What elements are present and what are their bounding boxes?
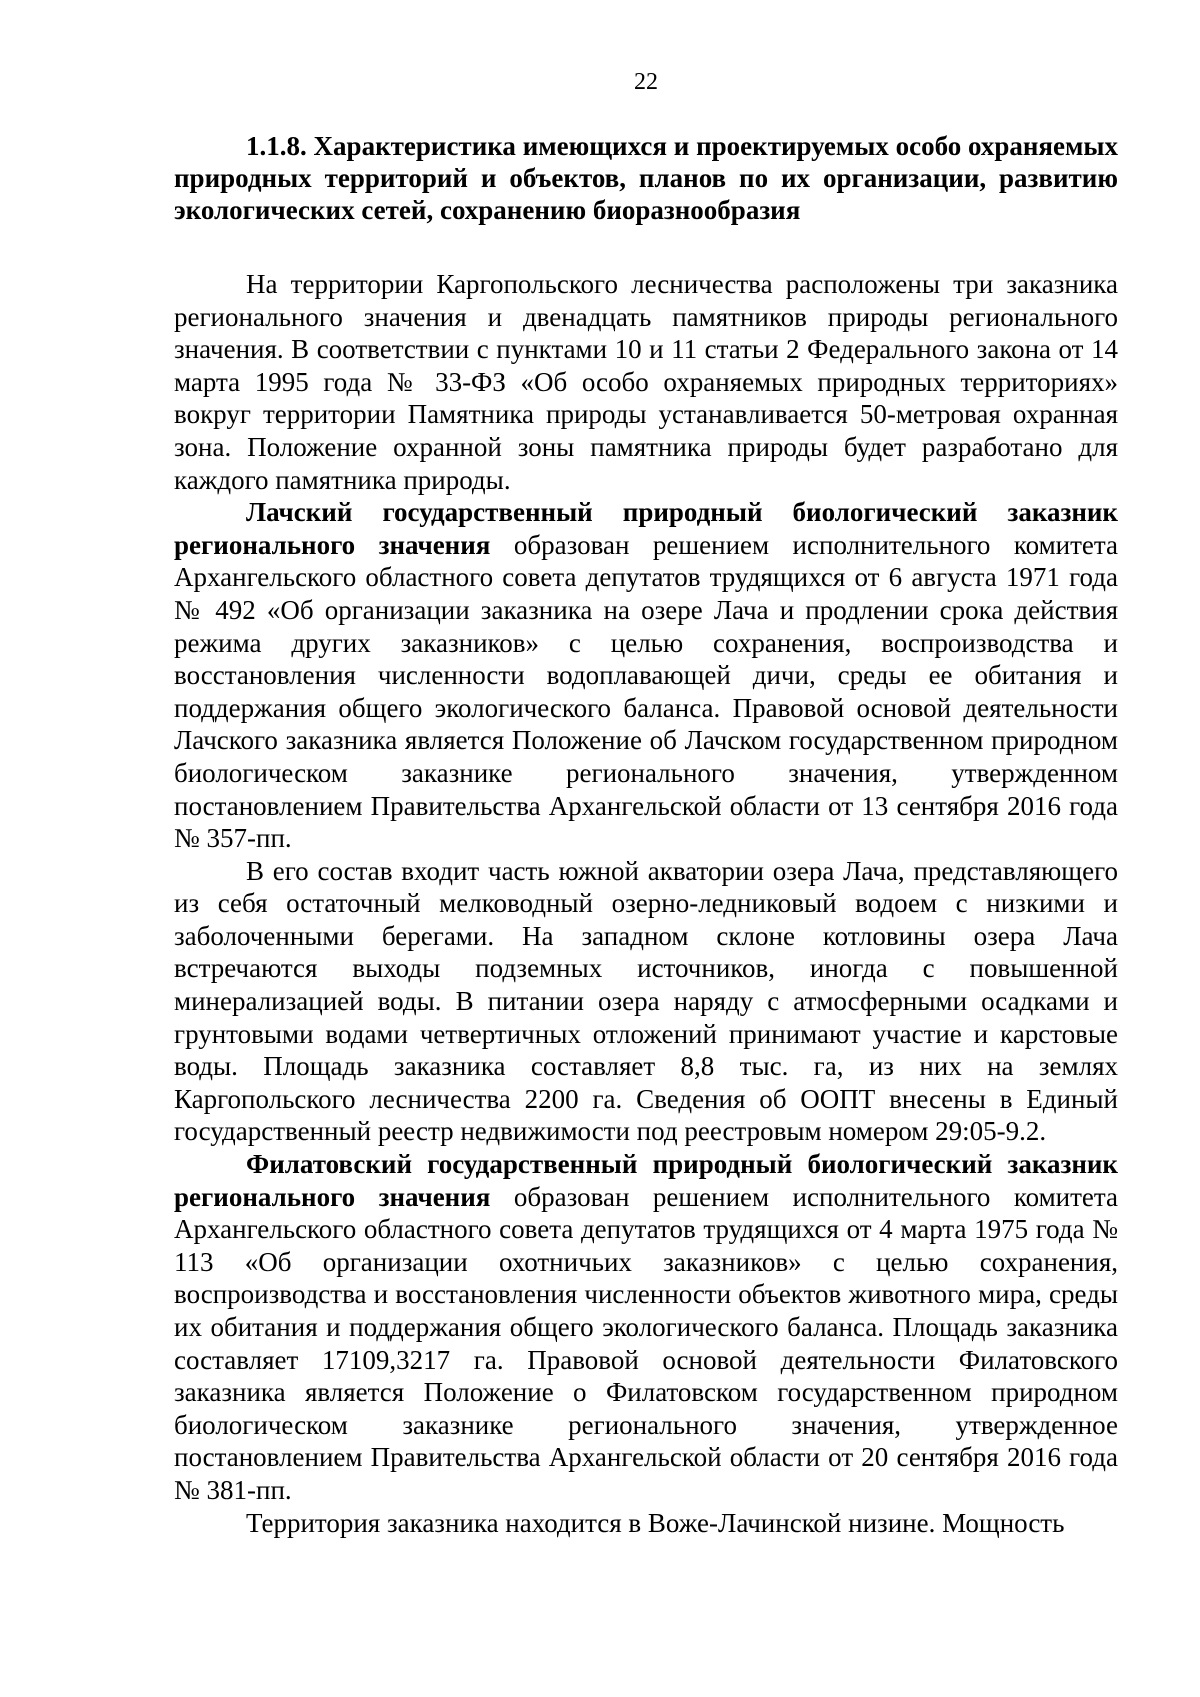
page-number: 22 <box>634 69 658 95</box>
paragraph-text: Территория заказника находится в Воже-Лачинской низине. Мощность <box>246 1507 1065 1538</box>
paragraph-lachsky-composition <box>174 855 1118 1148</box>
paragraph-text: образован решением исполнительного комитета Архангельского областного совета депутатов трудящихся от 4 марта 1975 года № 113 «Об организации охотничьих заказников» с целью сохранения, воспроизводства и восстановления численности объектов животного мира, среды их обитания и поддержания общего экологического баланса. Площадь заказника составляет 17109,3217 га. Правовой основой деятельности Филатовского заказника является Положение о Филатовском государственном природном биологическом заказнике регионального значения, утвержденное постановлением Правительства Архангельской области от 20 сентября 2016 года № 381-пп. <box>174 1181 1118 1505</box>
paragraph-text: В его состав входит часть южной акватории озера Лача, представляющего из себя остаточный мелководный озерно-ледниковый водоем с низкими и заболоченными берегами. На западном склоне котловины озера Лача встречаются выходы подземных источников, иногда с повышенной минерализацией воды. В питании озера наряду с атмосферными осадками и грунтовыми водами четвертичных отложений принимают участие и карстовые воды. Площадь заказника составляет 8,8 тыс. га, из них на землях Каргопольского лесничества 2200 га. Сведения об ООПТ внесены в Единый государственный реестр недвижимости под реестровым номером 29:05-9.2. <box>174 855 1118 1147</box>
paragraph-intro <box>174 268 1118 496</box>
paragraph-text: На территории Каргопольского лесничества расположены три заказника регионального значения и двенадцать памятников природы регионального значения. В соответствии с пунктами 10 и 11 статьи 2 Федерального закона от 14 марта 1995 года № 33-ФЗ «Об особо охраняемых природных территориях» вокруг территории Памятника природы устанавливается 50-метровая охранная зона. Положение охранной зоны памятника природы будет разработано для каждого памятника природы. <box>174 269 1118 495</box>
paragraph-filatovsky-territory <box>174 1507 1118 1540</box>
document-page <box>174 68 1118 1539</box>
paragraph-bold-lead: Филатовский государственный природный биологический заказник регионального значения <box>174 1149 1118 1212</box>
paragraph-lachsky-reserve <box>174 496 1118 855</box>
paragraph-bold-lead: Лачский государственный природный биологический заказник регионального значения <box>174 497 1118 560</box>
paragraph-filatovsky-reserve <box>174 1148 1118 1507</box>
section-heading: 1.1.8. Характеристика имеющихся и проектируемых особо охраняемых природных территорий и объектов, планов по их организации, развитию экологических сетей, сохранению биоразнообразия <box>174 131 1118 225</box>
paragraph-text: образован решением исполнительного комитета Архангельского областного совета депутатов трудящихся от 6 августа 1971 года № 492 «Об организации заказника на озере Лача и продлении срока действия режима других заказников» с целью сохранения, воспроизводства и восстановления численности водоплавающей дичи, среды ее обитания и поддержания общего экологического баланса. Правовой основой деятельности Лачского заказника является Положение об Лачском государственном природном биологическом заказнике регионального значения, утвержденном постановлением Правительства Архангельской области от 13 сентября 2016 года № 357-пп. <box>174 529 1118 854</box>
